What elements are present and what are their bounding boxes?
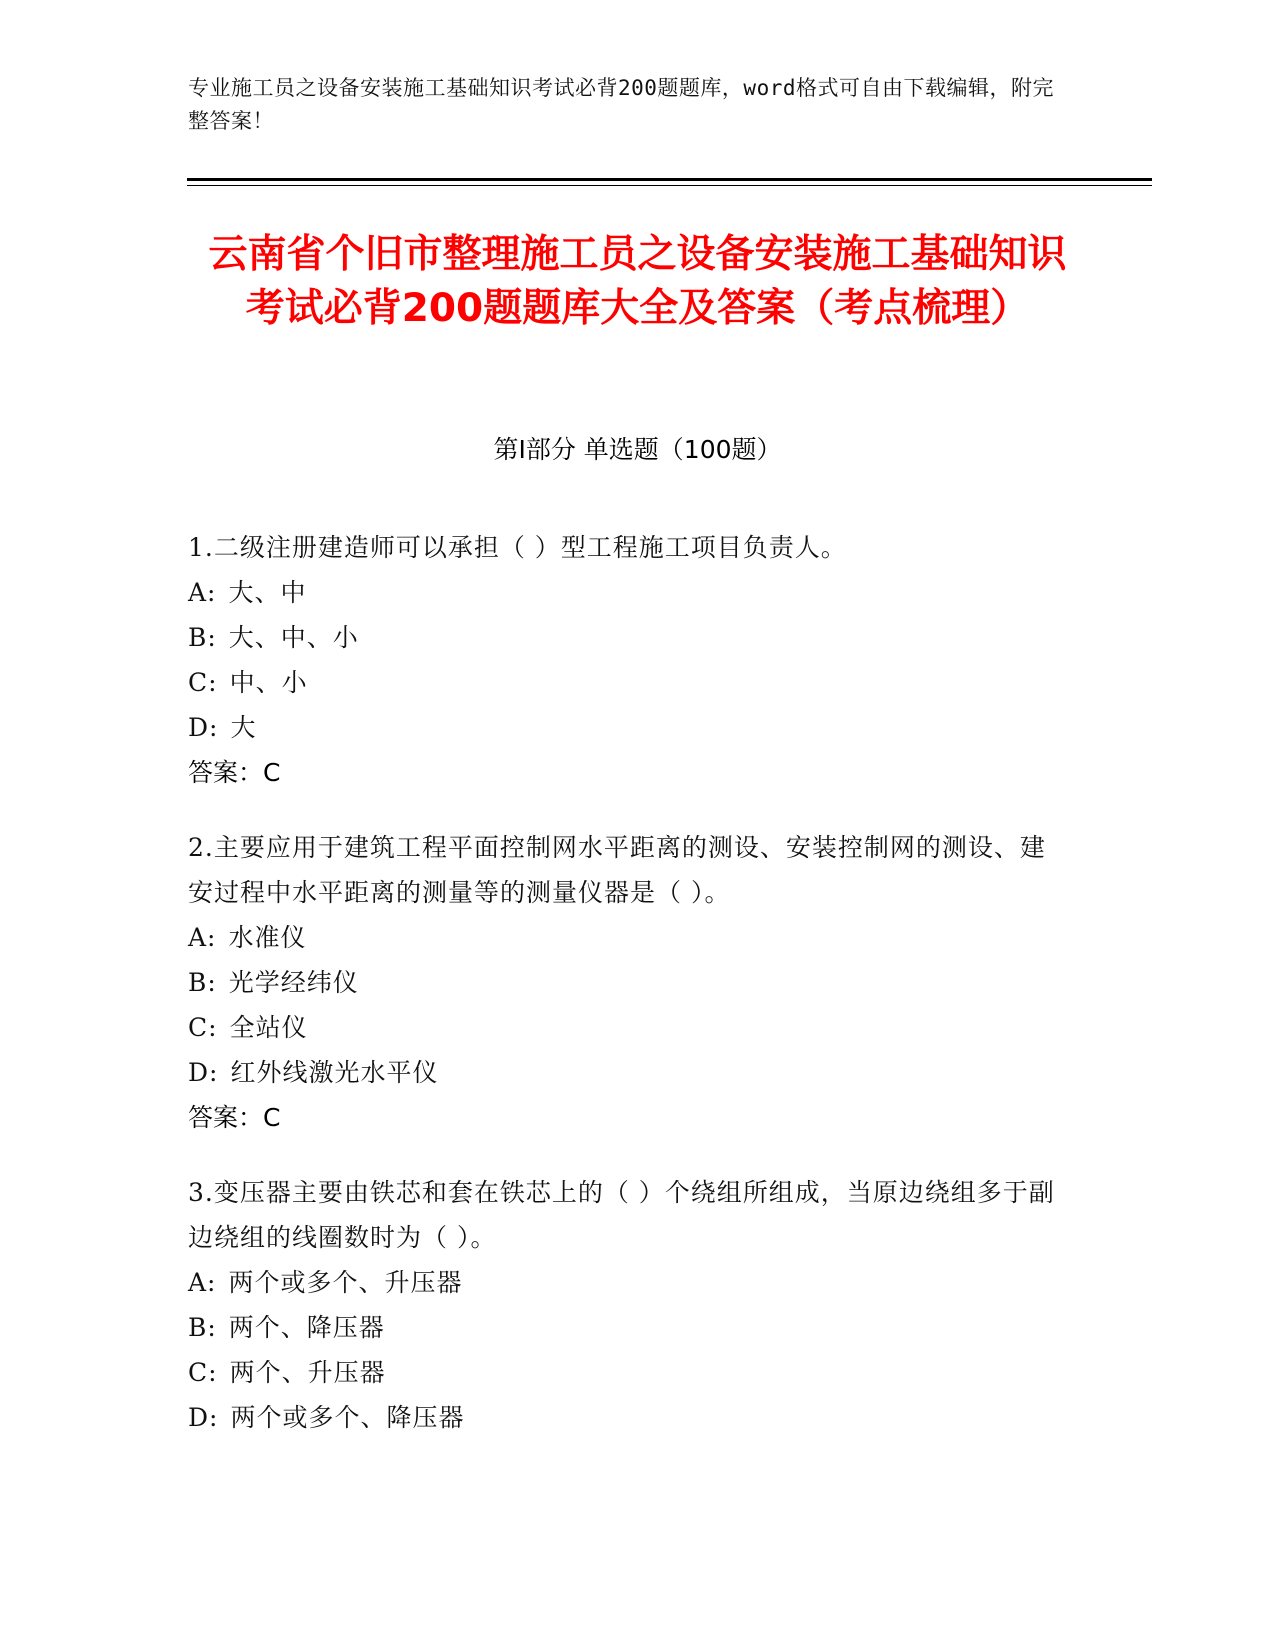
option-d xyxy=(188,1395,1068,1440)
header-divider-thin xyxy=(187,185,1152,186)
header-note: 专业施工员之设备安装施工基础知识考试必背200题题库，word格式可自由下载编辑，附完整答案！ xyxy=(188,76,1054,133)
option-label: A: xyxy=(188,923,217,952)
question-3 xyxy=(188,1170,1068,1440)
answer-value: C xyxy=(263,758,281,787)
option-text: 大、中 xyxy=(228,578,307,607)
option-a xyxy=(188,1260,1068,1305)
answer-prefix: 答案： xyxy=(188,1103,264,1132)
option-label: C: xyxy=(188,668,218,697)
option-b xyxy=(188,1305,1068,1350)
option-text: 两个或多个、升压器 xyxy=(228,1268,463,1297)
option-label: B: xyxy=(188,623,217,652)
option-label: C: xyxy=(188,1358,218,1387)
option-d xyxy=(188,705,1068,750)
option-text: 红外线激光水平仪 xyxy=(230,1058,439,1087)
option-c xyxy=(188,1005,1068,1050)
option-text: 两个、升压器 xyxy=(229,1358,386,1387)
option-b xyxy=(188,615,1068,660)
section-title: 第I部分 单选题（100题） xyxy=(493,435,782,464)
question-1 xyxy=(188,525,1068,795)
option-c xyxy=(188,660,1068,705)
option-a xyxy=(188,570,1068,615)
option-label: B: xyxy=(188,968,217,997)
option-text: 水准仪 xyxy=(228,923,307,952)
option-label: A: xyxy=(188,1268,217,1297)
option-text: 大 xyxy=(230,713,257,742)
question-stem: 2.主要应用于建筑工程平面控制网水平距离的测设、安装控制网的测设、建安过程中水平距离的测量等的测量仪器是（ ）。 xyxy=(188,833,1046,907)
option-text: 两个或多个、降压器 xyxy=(230,1403,465,1432)
option-label: D: xyxy=(188,713,219,742)
option-label: C: xyxy=(188,1013,218,1042)
option-label: D: xyxy=(188,1058,219,1087)
option-text: 全站仪 xyxy=(229,1013,308,1042)
option-label: D: xyxy=(188,1403,219,1432)
answer-line xyxy=(188,1095,1068,1140)
header-divider-thick xyxy=(187,178,1152,181)
document-title: 云南省个旧市整理施工员之设备安装施工基础知识考试必背200题题库大全及答案（考点梳理） xyxy=(208,232,1067,331)
answer-line xyxy=(188,750,1068,795)
option-text: 大、中、小 xyxy=(228,623,359,652)
option-text: 中、小 xyxy=(229,668,308,697)
question-list xyxy=(188,525,1068,1470)
option-a xyxy=(188,915,1068,960)
question-stem: 1.二级注册建造师可以承担（ ）型工程施工项目负责人。 xyxy=(188,533,847,562)
option-label: B: xyxy=(188,1313,217,1342)
question-2 xyxy=(188,825,1068,1140)
question-stem: 3.变压器主要由铁芯和套在铁芯上的（ ）个绕组所组成，当原边绕组多于副边绕组的线圈数时为（ ）。 xyxy=(188,1178,1055,1252)
option-d xyxy=(188,1050,1068,1095)
answer-value: C xyxy=(263,1103,281,1132)
option-b xyxy=(188,960,1068,1005)
option-label: A: xyxy=(188,578,217,607)
answer-prefix: 答案： xyxy=(188,758,264,787)
option-text: 两个、降压器 xyxy=(228,1313,385,1342)
option-text: 光学经纬仪 xyxy=(228,968,359,997)
option-c xyxy=(188,1350,1068,1395)
